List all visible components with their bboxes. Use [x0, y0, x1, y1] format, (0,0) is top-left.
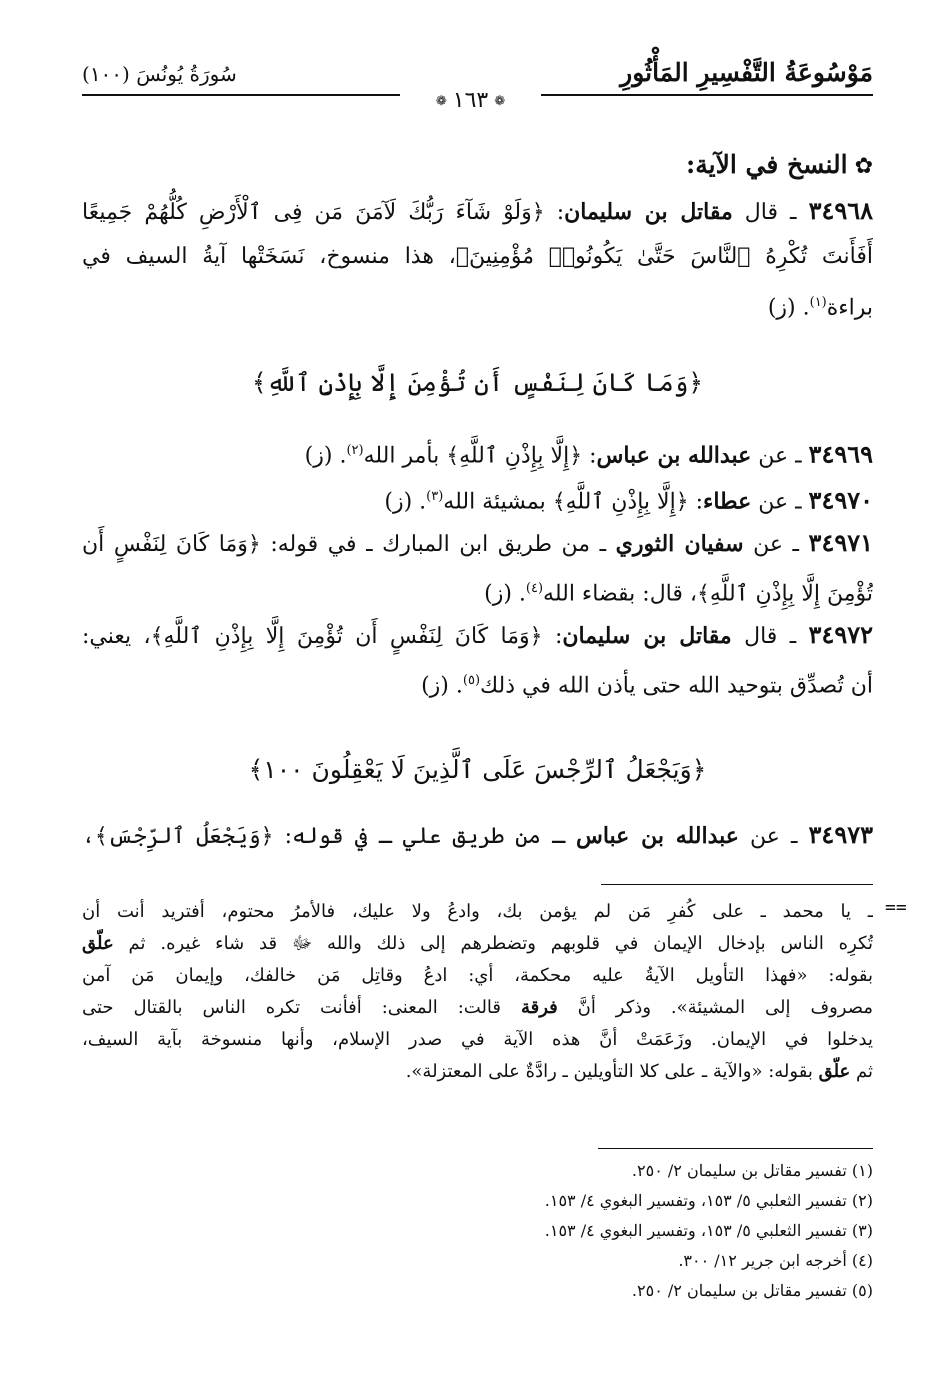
page-number: ١٦٣ — [452, 88, 489, 113]
narrator: مقاتل بن سليمان — [564, 199, 733, 225]
entries-block — [82, 428, 873, 704]
paragraph-34971-line-1 — [82, 520, 873, 566]
text: فرقة — [520, 997, 558, 1018]
entry-number: ٣٤٩٧٠ — [808, 485, 873, 515]
commentary-line-2 — [82, 928, 873, 960]
entry-number: ٣٤٩٧١ — [808, 528, 873, 557]
text: ـ من طريق ابن المبارك ـ في قوله: ﴿وَمَا كَانَ لِنَفْسٍ أَن — [82, 532, 616, 557]
footnote-ref: (٢) — [346, 443, 364, 458]
paragraph-34968-line-2: أَفَأَنتَ تُكْرِهُ ٱلنَّاسَ حَتَّىٰ يَكُونُوا۟ مُؤْمِنِينَ﴾، هذا منسوخ، نَسَخَتْها آيةُ السيف في — [82, 244, 873, 269]
text: : ﴿وَمَا كَانَ لِنَفْسٍ أَن تُؤْمِنَ إِلَّا بِإِذْنِ ٱللَّهِ﴾، يعني: — [82, 624, 563, 649]
paragraph-34972-line-1 — [82, 612, 873, 658]
commentary-line-6 — [82, 1056, 873, 1088]
verse-heading: ﴿وَمَا كَانَ لِنَفْسٍ أَن تُؤْمِنَ إِلَّا بِإِذْنِ ٱللَّهِ﴾ — [251, 368, 704, 397]
text: تُؤْمِنَ إِلَّا بِإِذْنِ ٱللَّهِ﴾، قال: بقضاء الله — [543, 581, 873, 607]
paragraph-34968-line-1 — [82, 188, 873, 234]
text: براءة — [826, 295, 873, 321]
section-title: النسخ في الآية: — [686, 150, 848, 179]
paragraph-34971-line-2 — [82, 566, 873, 612]
text: مصروف إلى المشيئة». وذكر أنَّ — [557, 997, 873, 1018]
commentary-line-3: بقوله: «فهذا التأويل الآيةُ عليه محكمة، أي: ادعُ وقاتِل مَن خالفك، وإيمان مَن آمن — [82, 965, 873, 986]
text: ـ عن — [751, 489, 809, 515]
text: ـ قال — [732, 200, 809, 225]
surah-reference: سُورَةُ يُونُسَ (١٠٠) — [82, 62, 237, 86]
entry-number: ٣٤٩٦٩ — [808, 439, 873, 469]
paragraph-34973 — [82, 812, 873, 858]
footnotes — [453, 1156, 873, 1306]
paragraph-34970 — [82, 474, 873, 520]
entry-number: ٣٤٩٧٢ — [808, 620, 873, 649]
narrator: عبدالله بن عباس — [596, 442, 752, 469]
paragraph-34972-line-2 — [82, 658, 873, 704]
text: . (ز) — [421, 673, 463, 699]
section-heading — [82, 142, 873, 188]
footnote-ref: (١) — [809, 295, 827, 310]
page-number-block — [400, 88, 541, 118]
entry-number: ٣٤٩٦٨ — [808, 196, 873, 225]
text: : ﴿وَلَوْ شَآءَ رَبُّكَ لَآمَنَ مَن فِى ٱلْأَرْضِ كُلُّهُمْ جَمِيعًا — [82, 200, 565, 225]
text: قالت: المعنى: أفأنت تكره الناس بالقتال حتى — [82, 997, 521, 1018]
text: تُكرِه الناس بإدخال الإيمان في قلوبهم وتضطرهم إلى ذلك والله ﷻ قد شاء غيره. ثم — [113, 933, 873, 954]
section-block — [82, 142, 873, 326]
text: . (ز) — [767, 295, 810, 321]
footnote-item: (١) تفسير مقاتل بن سليمان ٢/ ٢٥٠. — [631, 1161, 873, 1180]
paragraph-34968-line-3 — [82, 280, 873, 326]
footnote-item: (٣) تفسير الثعلبي ٥/ ١٥٣، وتفسير البغوي ٤/ ١٥٣. — [544, 1221, 873, 1240]
ornament-icon: ❁ — [435, 93, 447, 109]
flower-icon: ✿ — [854, 154, 873, 179]
continuation-mark: == — [885, 897, 907, 918]
footnote-item: (٥) تفسير مقاتل بن سليمان ٢/ ٢٥٠. — [631, 1281, 873, 1300]
text: ـ من طريق علي ـ في قوله: ﴿وَيَجْعَلُ ٱلرِّجْسَ﴾، — [82, 824, 576, 849]
text: . (ز) — [484, 581, 526, 607]
text: : ﴿إِلَّا بِإِذْنِ ٱللَّهِ﴾ بمشيئة الله — [443, 489, 703, 515]
book-title: مَوْسُوعَةُ التَّفْسِيرِ المَأْثُورِ — [620, 58, 873, 87]
text: ـ عن — [743, 532, 809, 557]
text: بقوله: «والآية ـ على كلا التأويلين ـ رادَّةٌ على المعتزلة». — [405, 1061, 819, 1082]
text: علّق — [82, 933, 114, 954]
text: : ﴿إِلَّا بِإِذْنِ ٱللَّهِ﴾ بأمر الله — [363, 443, 597, 469]
commentary-line-1: ـ يا محمد ـ على كُفرِ مَن لم يؤمن بك، وادعُ ولا عليك، فالأمرُ محتوم، أفتريد أنت أن — [82, 901, 873, 922]
narrator: مقاتل بن سليمان — [562, 623, 732, 649]
text: ثم — [850, 1061, 873, 1082]
text: ـ عن — [738, 824, 809, 849]
narrator: عطاء — [703, 488, 752, 515]
footnote-item: (٤) أخرجه ابن جرير ١٢/ ٣٠٠. — [678, 1251, 873, 1270]
footnote-item: (٢) تفسير الثعلبي ٥/ ١٥٣، وتفسير البغوي ٤/ ١٥٣. — [544, 1191, 873, 1210]
narrator: سفيان الثوري — [615, 531, 744, 557]
footnote-ref: (٣) — [426, 489, 444, 504]
narrator: عبدالله بن عباس — [575, 823, 739, 849]
paragraph-34969 — [82, 428, 873, 474]
ornament-icon: ❁ — [494, 93, 506, 109]
footnote-ref: (٥) — [462, 673, 481, 688]
header-rule-left — [82, 94, 400, 96]
text: ـ قال — [731, 624, 809, 649]
commentary-block — [82, 896, 873, 1088]
text: ـ عن — [751, 443, 809, 469]
text: . (ز) — [384, 489, 427, 515]
entry-34973-block — [82, 812, 873, 858]
header-rule-right — [540, 94, 873, 96]
commentary-line-5: يدخلوا في الإيمان. وزَعَمَتْ أنَّ هذه الآية في صدر الإسلام، وأنها منسوخة بآية السيف، — [82, 1029, 873, 1050]
commentary-line-4 — [82, 992, 873, 1024]
footnote-ref: (٤) — [525, 581, 544, 596]
text: أن تُصدِّق بتوحيد الله حتى يأذن الله في ذلك — [480, 673, 873, 699]
text: . (ز) — [304, 443, 347, 469]
text: علّق — [818, 1061, 851, 1082]
verse-heading: ﴿وَيَجْعَلُ ٱلرِّجْسَ عَلَى ٱلَّذِينَ لَا يَعْقِلُونَ ١٠٠﴾ — [248, 755, 707, 784]
commentary-separator — [601, 884, 873, 885]
footnote-separator — [598, 1148, 873, 1149]
entry-number: ٣٤٩٧٣ — [808, 820, 873, 849]
